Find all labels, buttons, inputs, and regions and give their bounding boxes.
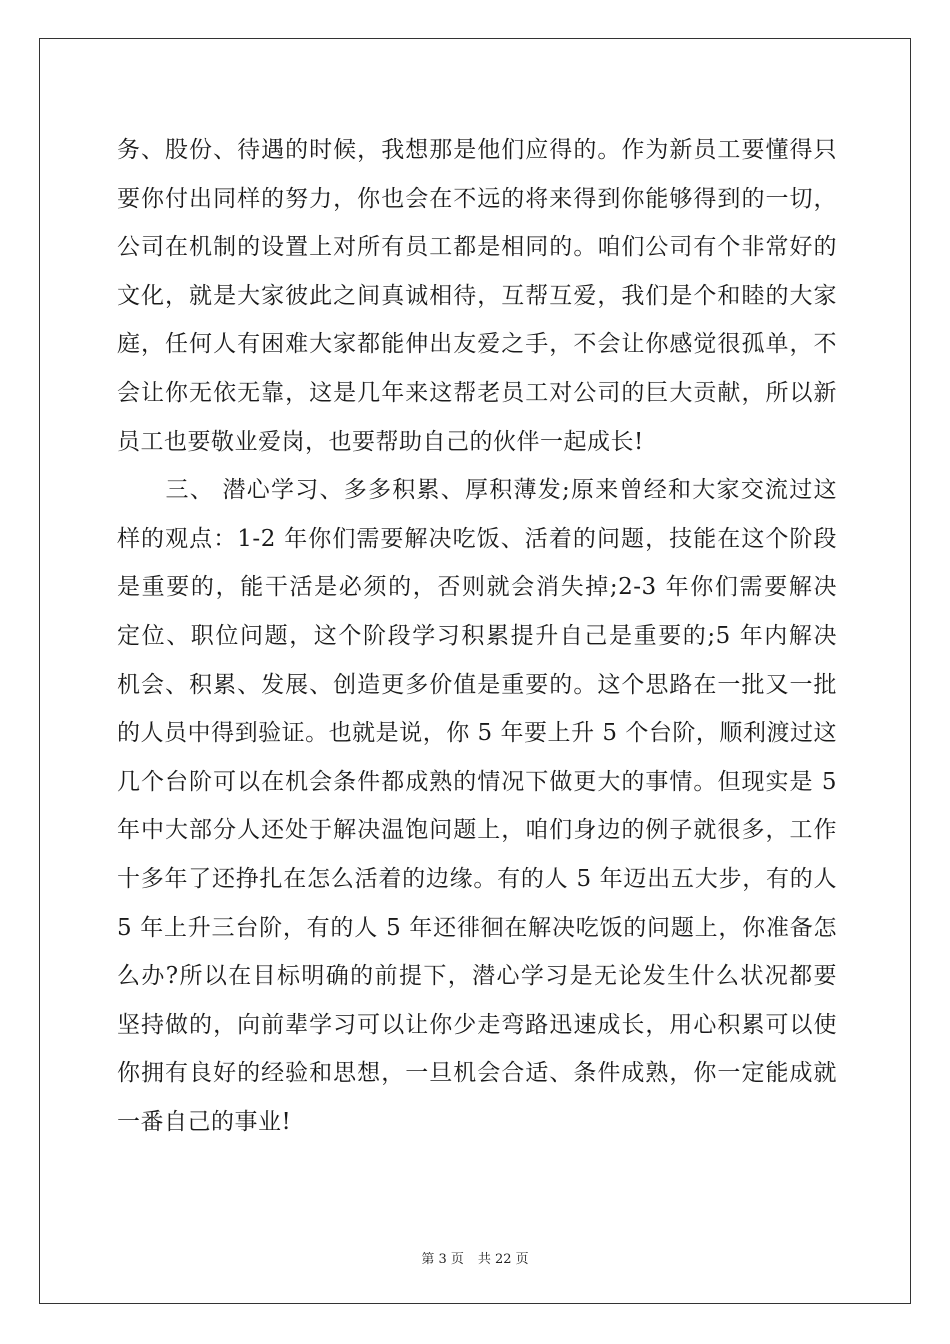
text-line: 三、 潜心学习、多多积累、厚积薄发;原来曾经和大家交流过这 xyxy=(117,477,837,504)
text-line: 5 年上升三台阶，有的人 5 年还徘徊在解决吃饭的问题上，你准备怎 xyxy=(117,914,837,941)
text-line: 几个台阶可以在机会条件都成熟的情况下做更大的事情。但现实是 5 xyxy=(117,768,837,795)
text-line: 么办?所以在目标明确的前提下，潜心学习是无论发生什么状况都要 xyxy=(117,963,837,990)
text-line: 文化，就是大家彼此之间真诚相待，互帮互爱，我们是个和睦的大家 xyxy=(117,282,837,309)
text-line: 样的观点：1-2 年你们需要解决吃饭、活着的问题，技能在这个阶段 xyxy=(117,525,837,552)
page-number: 第 3 页 xyxy=(421,1252,464,1267)
text-line: 机会、积累、发展、创造更多价值是重要的。这个思路在一批又一批 xyxy=(117,671,837,698)
text-line: 务、股份、待遇的时候，我想那是他们应得的。作为新员工要懂得只 xyxy=(117,137,837,163)
page-total: 共 22 页 xyxy=(477,1252,529,1267)
text-line: 要你付出同样的努力，你也会在不远的将来得到你能够得到的一切， xyxy=(117,185,837,212)
document-body xyxy=(117,126,837,1146)
text-line: 员工也要敬业爱岗，也要帮助自己的伙伴一起成长! xyxy=(117,428,644,455)
text-line: 坚持做的，向前辈学习可以让你少走弯路迅速成长，用心积累可以使 xyxy=(117,1011,837,1038)
text-line: 一番自己的事业! xyxy=(117,1108,292,1135)
text-line: 会让你无依无靠，这是几年来这帮老员工对公司的巨大贡献，所以新 xyxy=(117,379,837,406)
text-line: 是重要的，能干活是必须的，否则就会消失掉;2-3 年你们需要解决 xyxy=(117,574,837,601)
page-footer xyxy=(0,1248,950,1267)
text-line: 十多年了还挣扎在怎么活着的边缘。有的人 5 年迈出五大步，有的人 xyxy=(117,865,837,892)
text-line: 定位、职位问题，这个阶段学习积累提升自己是重要的;5 年内解决 xyxy=(117,622,837,649)
text-line: 的人员中得到验证。也就是说，你 5 年要上升 5 个台阶，顺利渡过这 xyxy=(117,720,837,747)
text-line: 你拥有良好的经验和思想，一旦机会合适、条件成熟，你一定能成就 xyxy=(117,1060,837,1087)
text-line: 公司在机制的设置上对所有员工都是相同的。咱们公司有个非常好的 xyxy=(117,234,837,261)
text-line: 年中大部分人还处于解决温饱问题上，咱们身边的例子就很多，工作 xyxy=(117,817,837,844)
text-line: 庭，任何人有困难大家都能伸出友爱之手，不会让你感觉很孤单，不 xyxy=(117,331,837,358)
